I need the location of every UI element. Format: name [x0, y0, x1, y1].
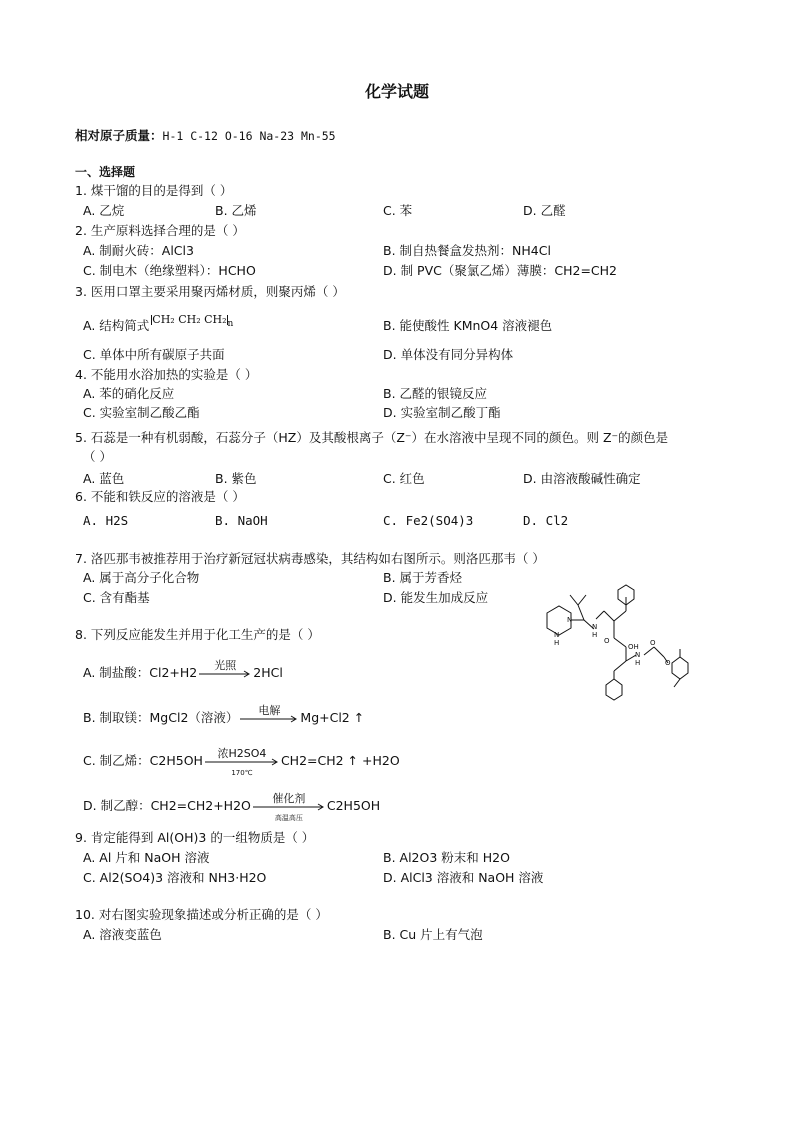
q2-stem: 2. 生产原料选择合理的是（ ）: [75, 223, 245, 238]
q9-option-a[interactable]: A. Al 片和 NaOH 溶液: [83, 850, 210, 865]
q4-option-d[interactable]: D. 实验室制乙酸丁酯: [383, 405, 501, 420]
atom-label: N: [554, 631, 560, 639]
q8-b-reactants: B. 制取镁：MgCl2（溶液）: [83, 710, 239, 725]
q8-option-d[interactable]: [83, 791, 381, 822]
q2-option-a[interactable]: A. 制耐火砖：AlCl3: [83, 243, 194, 258]
atom-label: H: [554, 639, 560, 647]
q9-option-c[interactable]: C. Al2(SO4)3 溶液和 NH3·H2O: [83, 870, 267, 885]
q3-stem: 3. 医用口罩主要采用聚丙烯材质，则聚丙烯（ ）: [75, 284, 345, 299]
q2-option-d[interactable]: D. 制 PVC（聚氯乙烯）薄膜：CH2=CH2: [383, 263, 617, 278]
reaction-condition-bottom: 170℃: [231, 768, 253, 777]
q6-option-a[interactable]: A. H2S: [83, 513, 129, 528]
q8-option-a[interactable]: [83, 658, 283, 682]
q9-option-b[interactable]: B. Al2O3 粉末和 H2O: [383, 850, 510, 865]
q8-b-products: Mg+Cl2 ↑: [300, 710, 365, 725]
atom-label: O: [650, 639, 656, 647]
reaction-condition-bottom: 高温高压: [274, 813, 303, 822]
polymer-formula: [151, 311, 233, 333]
atom-label: H: [592, 631, 598, 639]
q3-option-c[interactable]: C. 单体中所有碳原子共面: [83, 347, 225, 362]
q7-option-b[interactable]: B. 属于芳香烃: [383, 570, 463, 585]
reaction-arrow: [253, 791, 325, 822]
q8-option-b[interactable]: [83, 703, 365, 727]
q3-option-a-label: A. 结构简式: [83, 318, 150, 333]
q7-option-a[interactable]: A. 属于高分子化合物: [83, 570, 200, 585]
q7-stem: 7. 洛匹那韦被推荐用于治疗新冠冠状病毒感染，其结构如右图所示。则洛匹那韦（ ）: [75, 551, 545, 566]
page-title: 化学试题: [364, 82, 429, 101]
q4-option-b[interactable]: B. 乙醛的银镜反应: [383, 386, 488, 401]
atom-label: N: [635, 651, 641, 659]
q2-option-c[interactable]: C. 制电木（绝缘塑料）：HCHO: [83, 263, 256, 278]
q1-option-a[interactable]: A. 乙烷: [83, 203, 125, 218]
q10-stem: 10. 对右图实验现象描述或分析正确的是（ ）: [75, 907, 328, 922]
q8-c-products: CH2=CH2 ↑ +H2O: [280, 753, 400, 768]
q8-stem: 8. 下列反应能发生并用于化工生产的是（ ）: [75, 627, 320, 642]
q9-option-d[interactable]: D. AlCl3 溶液和 NaOH 溶液: [383, 870, 544, 885]
q4-stem: 4. 不能用水浴加热的实验是（ ）: [75, 367, 258, 382]
q6-option-d[interactable]: D. Cl2: [523, 513, 569, 528]
q5-stem: 5. 石蕊是一种有机弱酸，石蕊分子（HZ）及其酸根离子（Z⁻）在水溶液中呈现不同的颜色。则 Z⁻的颜色是: [75, 430, 669, 445]
q3-option-a[interactable]: [83, 313, 234, 340]
polymer-n: n: [227, 319, 234, 330]
atom-label: N: [567, 616, 573, 624]
reaction-condition: 浓H2SO4: [217, 746, 267, 760]
q1-option-b[interactable]: B. 乙烯: [215, 203, 257, 218]
section-heading: 一、选择题: [75, 165, 136, 179]
reaction-arrow: [205, 746, 279, 777]
q8-option-c[interactable]: [83, 746, 400, 777]
q2-option-b[interactable]: B. 制自热餐盒发热剂：NH4Cl: [383, 243, 551, 258]
q3-option-b[interactable]: B. 能使酸性 KMnO4 溶液褪色: [383, 318, 553, 333]
q6-option-c[interactable]: C. Fe2(SO4)3: [383, 513, 474, 528]
q1-option-d[interactable]: D. 乙醛: [523, 203, 566, 218]
q7-option-d[interactable]: D. 能发生加成反应: [383, 590, 489, 605]
reaction-condition: 催化剂: [272, 791, 306, 805]
atomic-mass-values: H-1 C-12 O-16 Na-23 Mn-55: [162, 129, 336, 143]
q10-option-a[interactable]: A. 溶液变蓝色: [83, 927, 162, 942]
reaction-arrow: [199, 658, 251, 678]
polymer-repeat-unit: CH₂ CH₂ CH₂: [152, 313, 227, 326]
q8-c-reactants: C. 制乙烯：C2H5OH: [83, 753, 203, 768]
q8-a-reactants: A. 制盐酸：Cl2+H2: [83, 665, 198, 680]
reaction-condition: 电解: [258, 703, 281, 717]
atom-label: H: [635, 659, 641, 667]
q5-option-b[interactable]: B. 紫色: [215, 471, 257, 486]
q1-option-c[interactable]: C. 苯: [383, 203, 413, 218]
atom-label: O: [665, 659, 671, 667]
atom-label: O: [604, 637, 610, 645]
atom-label: OH: [628, 643, 639, 651]
q4-option-c[interactable]: C. 实验室制乙酸乙酯: [83, 405, 200, 420]
q9-stem: 9. 肯定能得到 Al(OH)3 的一组物质是（ ）: [75, 830, 315, 845]
atomic-mass-line: [75, 127, 336, 145]
reaction-arrow: [240, 703, 298, 723]
q5-stem-cont: （ ）: [83, 449, 112, 464]
reaction-condition: 光照: [214, 658, 237, 672]
q4-option-a[interactable]: A. 苯的硝化反应: [83, 386, 175, 401]
atomic-mass-label: 相对原子质量：: [75, 128, 163, 143]
q6-option-b[interactable]: B. NaOH: [215, 513, 268, 528]
q8-d-products: C2H5OH: [326, 798, 381, 813]
q5-option-a[interactable]: A. 蓝色: [83, 471, 125, 486]
q1-stem: 1. 煤干馏的目的是得到（ ）: [75, 183, 233, 198]
q5-option-d[interactable]: D. 由溶液酸碱性确定: [523, 471, 641, 486]
q7-option-c[interactable]: C. 含有酯基: [83, 590, 150, 605]
q8-d-reactants: D. 制乙醇：CH2=CH2+H2O: [83, 798, 251, 813]
q3-option-d[interactable]: D. 单体没有同分异构体: [383, 347, 514, 362]
q6-stem: 6. 不能和铁反应的溶液是（ ）: [75, 489, 245, 504]
q5-option-c[interactable]: C. 红色: [383, 471, 425, 486]
molecule-atom-labels: [534, 583, 694, 708]
atom-label: N: [592, 623, 598, 631]
q10-option-b[interactable]: B. Cu 片上有气泡: [383, 927, 483, 942]
q8-a-products: 2HCl: [253, 665, 283, 680]
